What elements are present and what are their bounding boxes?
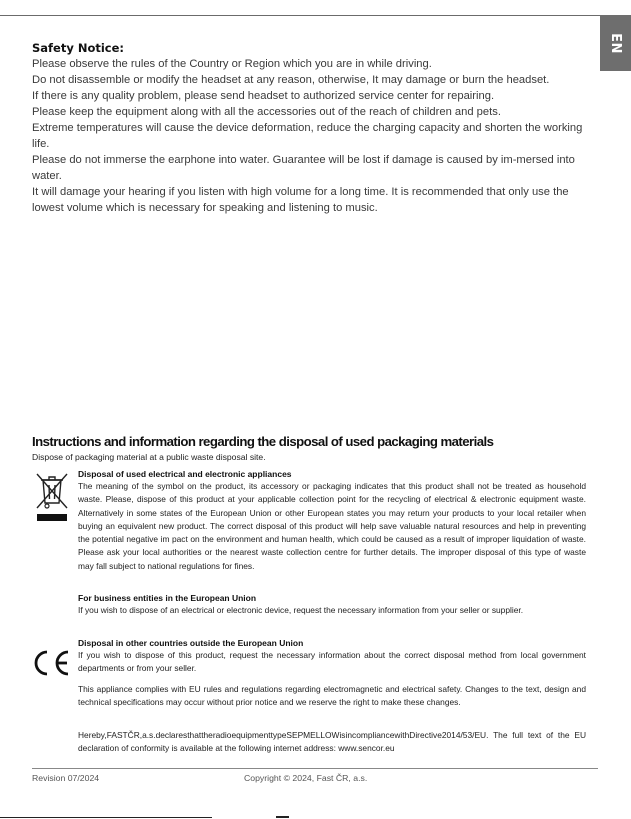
safety-line: Please do not immerse the earphone into water. Guarantee will be lost if damage is caused by im-mersed into water. xyxy=(32,154,575,182)
compliance-block xyxy=(78,683,586,710)
copyright-label: Copyright © 2024, Fast ČR, a.s. xyxy=(244,773,368,783)
weee-crossed-bin-icon xyxy=(34,470,70,522)
declaration-block xyxy=(78,729,586,756)
disposal-section xyxy=(32,434,592,464)
block-text: If you wish to dispose of this product, request the necessary information about the correct disposal method from local government departments or from your seller. xyxy=(78,650,586,674)
top-divider xyxy=(0,15,600,16)
safety-line: Extreme temperatures will cause the device deformation, reduce the charging capacity and shorten the working life. xyxy=(32,122,583,150)
block-text: The meaning of the symbol on the product, its accessory or packaging indicates that this product shall not be treated as household waste. Please, dispose of this product at your applicable collection point for the recycling of electrical & electronic equipment waste. Alternatively in some states of the European Union or other European states you may return your products to your local retailer when buying an equivalent new product. The correct disposal of this product will help save valuable natural resources and help in preventing the potential negative im pact on the environment and human health, which could be caused as a result of improper liquidation of waste. Please ask your local authorities or the nearest waste collection centre for further details. The improper disposal of this type of waste may fall subject to national regulations for fines. xyxy=(78,481,586,571)
language-tab xyxy=(600,15,631,71)
disposal-subheading: Dispose of packaging material at a public waste disposal site. xyxy=(32,452,266,462)
ce-mark-icon xyxy=(28,648,72,678)
block-title: Disposal of used electrical and electronic appliances xyxy=(78,469,292,479)
outside-eu-block xyxy=(78,637,586,676)
safety-line: Do not disassemble or modify the headset at any reason, otherwise, It may damage or burn the headset. xyxy=(32,74,550,86)
block-title: For business entities in the European Union xyxy=(78,593,257,603)
safety-line: Please keep the equipment along with all the accessories out of the reach of children and pets. xyxy=(32,106,501,118)
footer-divider xyxy=(32,768,598,769)
safety-line: If there is any quality problem, please send headset to authorized service center for repairing. xyxy=(32,90,495,102)
crop-mark-line xyxy=(0,817,212,818)
safety-notice-title: Safety Notice: xyxy=(32,41,125,55)
block-text: If you wish to dispose of an electrical or electronic device, request the necessary information from your seller or supplier. xyxy=(78,605,524,615)
crop-mark-tick xyxy=(276,816,289,818)
block-text: This appliance complies with EU rules and regulations regarding electromagnetic and electrical safety. Changes to the text, design and technical specifications may occur without prior notice and we reserve the right to make these changes. xyxy=(78,684,586,708)
safety-line: It will damage your hearing if you listen with high volume for a long time. It is recommended that only use the lowest volume which is necessary for speaking and listening to music. xyxy=(32,186,569,214)
revision-label: Revision 07/2024 xyxy=(32,773,100,783)
disposal-heading: Instructions and information regarding the disposal of used packaging materials xyxy=(32,434,494,449)
block-text: Hereby,FASTČR,a.s.declaresthattheradioequipmenttypeSEPMELLOWisincompliancewithDirective2014/53/EU. The full text of the EU declaration of conformity is available at the following internet address: www.sencor.eu xyxy=(78,730,586,754)
business-entities-block xyxy=(78,592,586,617)
language-tab-label: EN xyxy=(607,32,623,54)
block-title: Disposal in other countries outside the European Union xyxy=(78,638,304,648)
disposal-electrical-block xyxy=(78,468,586,573)
safety-line: Please observe the rules of the Country or Region which you are in while driving. xyxy=(32,58,432,70)
safety-notice xyxy=(32,40,592,216)
